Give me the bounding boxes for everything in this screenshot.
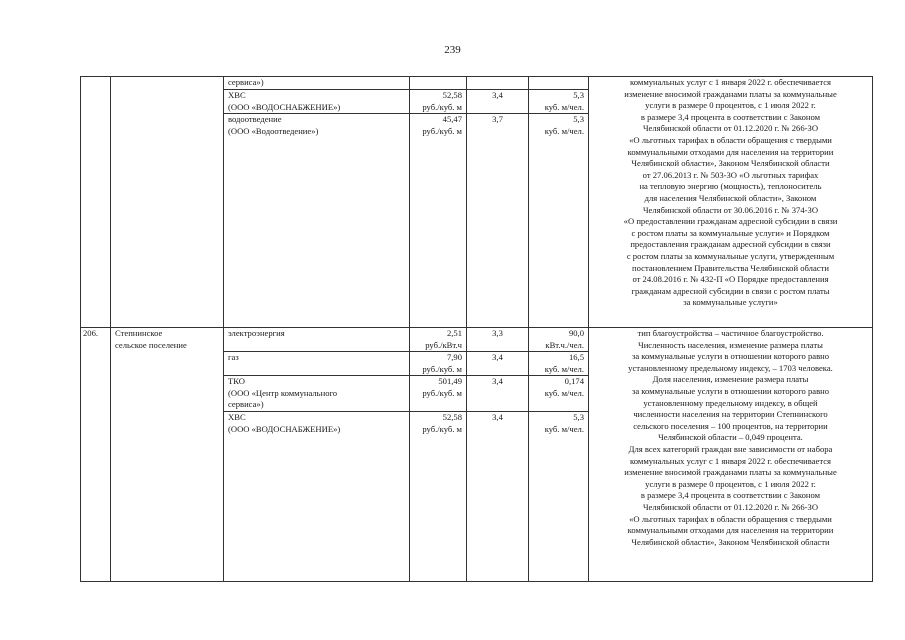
description-cell: [589, 328, 873, 582]
table-row-continued: [81, 77, 873, 328]
percent-cell: [467, 328, 529, 582]
norm-value: 5,3 куб. м/чел.: [529, 113, 588, 137]
percent-value: 3,4: [467, 411, 528, 424]
percent-value: 3,7: [467, 113, 528, 126]
service-name: электроэнергия: [228, 328, 285, 338]
norm-value: 5,3 куб. м/чел.: [529, 89, 588, 113]
tariff-value: [410, 77, 466, 89]
tariff-value: 7,90 руб./куб. м: [410, 351, 466, 375]
settlement-cell: [111, 77, 224, 328]
service-name: газ: [224, 351, 409, 375]
service-name: сервиса»): [228, 77, 264, 87]
tariff-value: 52,58 руб./куб. м: [410, 411, 466, 435]
norm-value: 90,0 кВт.ч./чел.: [545, 328, 584, 350]
percent-value: [467, 77, 528, 89]
norm-value: 0,174 куб. м/чел.: [529, 375, 588, 411]
row-number-cell: [81, 77, 111, 328]
percent-value: 3,4: [467, 375, 528, 411]
percent-value: 3,4: [467, 351, 528, 375]
description-text: тип благоустройства – частичное благоустройство. Численность населения, изменение размера платы за коммунальные услуги в отношении которого равно установленному предельному индексу, – 1703 человека. Доля населения, изменение размера платы за коммунальные услуги в отношении которого равно установленному предельному индексу, в общей численности населения на территории Степнинского сельского поселения – 100 процентов, на территории Челябинской области – 0,049 процента. Для всех категорий граждан вне зависимости от набора коммунальных услуг с 1 января 2022 г. обеспечивается изменение вносимой гражданами платы за коммунальные услуги в размере 0 процентов, с 1 июля 2022 г. в размере 3,4 процента в соответствии с Законом Челябинской области от 01.12.2020 г. № 266-ЗО «О льготных тарифах в области обращения с твердыми коммунальными отходами для населения на территории Челябинской области», Законом Челябинской области: [624, 328, 837, 547]
tariff-table: [80, 76, 873, 582]
service-names-cell: [224, 77, 410, 328]
percent-value: 3,3: [492, 328, 503, 338]
tariff-cell: [410, 77, 467, 328]
service-names-cell: [224, 328, 410, 582]
row-number-cell: [81, 328, 111, 582]
tariff-value: 52,58 руб./куб. м: [410, 89, 466, 113]
tariff-cell: [410, 328, 467, 582]
description-text: коммунальных услуг с 1 января 2022 г. обеспечивается изменение вносимой гражданами платы за коммунальные услуги в размере 0 процентов, с 1 июля 2022 г. в размере 3,4 процента в соответствии с Законом Челябинской области от 01.12.2020 г. № 266-ЗО «О льготных тарифах в области обращения с твердыми коммунальными отходами для населения на территории Челябинской области», Законом Челябинской области от 27.06.2013 г. № 503-ЗО «О льготных тарифах на тепловую энергию (мощность), теплоноситель для населения Челябинской области», Законом Челябинской области от 30.06.2016 г. № 374-ЗО «О предоставлении гражданам адресной субсидии в связи с ростом платы за коммунальные услуги» и Порядком предоставления гражданам адресной субсидии в связи с ростом платы за коммунальные услуги, утвержденным постановлением Правительства Челябинской области от 24.08.2016 г. № 432-П «О Порядке предоставления гражданам адресной субсидии в связи с ростом платы за коммунальные услуги»: [623, 77, 838, 308]
percent-value: 3,4: [467, 89, 528, 113]
norm-cell: [529, 77, 589, 328]
norm-value: [529, 77, 588, 89]
service-name: ХВС (ООО «ВОДОСНАБЖЕНИЕ»): [224, 89, 409, 113]
service-name: водоотведение (ООО «Водоотведение»): [224, 113, 409, 137]
page-number: 239: [444, 44, 461, 56]
row-number: 206.: [83, 328, 99, 338]
tariff-value: 45,47 руб./куб. м: [410, 113, 466, 137]
tariff-value: 501,49 руб./куб. м: [410, 375, 466, 411]
service-name: ТКО (ООО «Центр коммунального сервиса»): [224, 375, 409, 411]
percent-cell: [467, 77, 529, 328]
norm-value: 16,5 куб. м/чел.: [529, 351, 588, 375]
settlement-name: Степнинское сельское поселение: [115, 328, 187, 350]
description-cell: [589, 77, 873, 328]
norm-value: 5,3 куб. м/чел.: [529, 411, 588, 435]
table-row-206: [81, 328, 873, 582]
norm-cell: [529, 328, 589, 582]
tariff-value: 2,51 руб./кВт.ч: [425, 328, 462, 350]
settlement-cell: [111, 328, 224, 582]
service-name: ХВС (ООО «ВОДОСНАБЖЕНИЕ»): [224, 411, 409, 435]
